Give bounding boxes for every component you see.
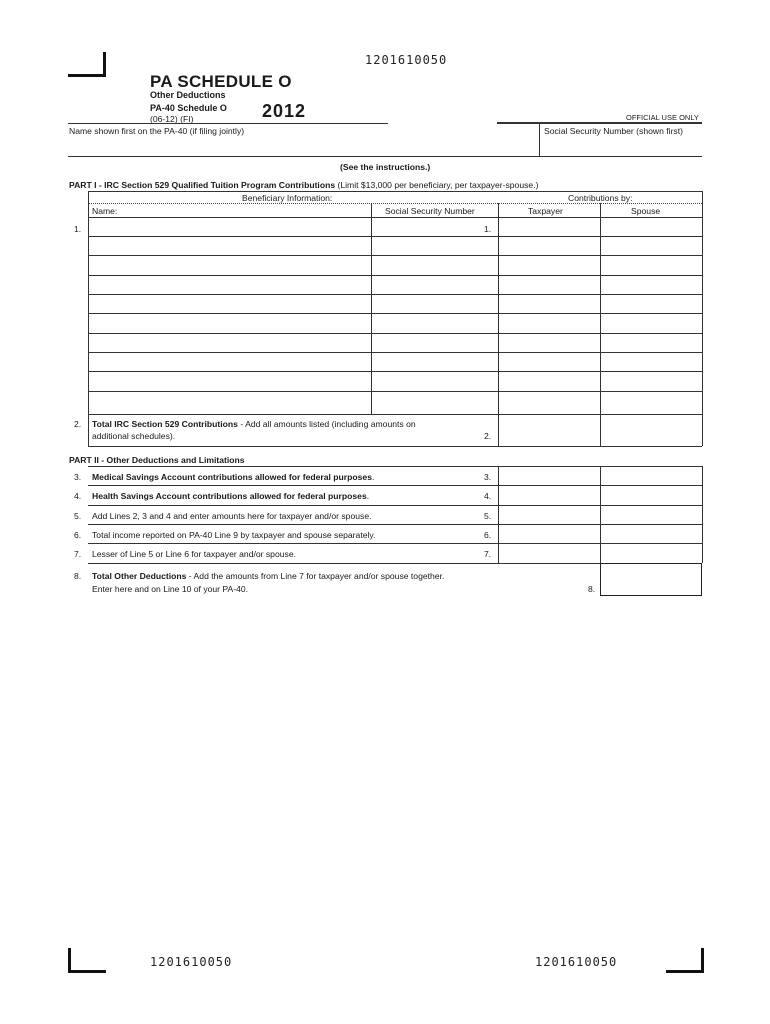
line7-spouse-input[interactable] <box>602 544 701 562</box>
beneficiary-name-input[interactable] <box>90 237 370 254</box>
beneficiary-ssn-input[interactable] <box>373 314 497 332</box>
beneficiary-ssn-input[interactable] <box>373 256 497 274</box>
line1-number: 1. <box>74 224 82 234</box>
beneficiary-name-input[interactable] <box>90 334 370 351</box>
line7-taxpayer-input[interactable] <box>500 544 599 562</box>
line8-text-rest: - Add the amounts from Line 7 for taxpayer and/or spouse together. <box>186 571 445 581</box>
line3-text <box>92 472 374 482</box>
line8-text <box>92 571 444 581</box>
part1-header-dotted-rule <box>88 203 702 204</box>
beneficiary-name-input[interactable] <box>90 256 370 274</box>
ssn-field-label: Social Security Number (shown first) <box>544 126 683 136</box>
name-field-label: Name shown first on the PA-40 (if filing jointly) <box>69 126 245 136</box>
line4-ref: 4. <box>484 491 492 501</box>
line8-total-input[interactable] <box>600 563 702 596</box>
line7-ref: 7. <box>484 549 492 559</box>
taxpayer-contribution-input[interactable] <box>500 295 599 312</box>
line5-spouse-input[interactable] <box>602 506 701 523</box>
beneficiary-name-input[interactable] <box>90 218 370 235</box>
spouse-contribution-input[interactable] <box>602 256 701 274</box>
line8-text-bold: Total Other Deductions <box>92 571 187 581</box>
spouse-contribution-input[interactable] <box>602 295 701 312</box>
name-ssn-divider <box>539 123 540 156</box>
line2-spouse-input[interactable] <box>602 415 701 445</box>
line2-ref: 2. <box>484 431 492 441</box>
line6-number: 6. <box>74 530 82 540</box>
beneficiary-ssn-input[interactable] <box>373 237 497 254</box>
corner-mark-top-left <box>68 52 106 77</box>
line4-number: 4. <box>74 491 82 501</box>
line5-ref: 5. <box>484 511 492 521</box>
part1-heading-rest: (Limit $13,000 per beneficiary, per taxpayer-spouse.) <box>335 180 539 190</box>
corner-mark-bottom-left <box>68 948 106 973</box>
line2-text <box>92 419 416 429</box>
line6-spouse-input[interactable] <box>602 525 701 542</box>
beneficiary-name-input[interactable] <box>90 276 370 293</box>
line3-ref: 3. <box>484 472 492 482</box>
taxpayer-contribution-input[interactable] <box>500 392 599 413</box>
line8-ref: 8. <box>588 584 596 594</box>
beneficiary-name-input[interactable] <box>90 295 370 312</box>
grid-left-border <box>88 191 89 446</box>
part2-right-border <box>702 466 703 563</box>
line2-taxpayer-input[interactable] <box>500 415 599 445</box>
line3-number: 3. <box>74 472 82 482</box>
beneficiary-ssn-input[interactable] <box>373 334 497 351</box>
part1-heading-bold: PART I - IRC Section 529 Qualified Tuition Program Contributions <box>69 180 336 190</box>
col-name-header: Name: <box>92 206 118 216</box>
beneficiary-name-input[interactable] <box>90 372 370 390</box>
spouse-contribution-input[interactable] <box>602 334 701 351</box>
taxpayer-contribution-input[interactable] <box>500 372 599 390</box>
taxpayer-contribution-input[interactable] <box>500 314 599 332</box>
line4-spouse-input[interactable] <box>602 486 701 504</box>
line2-text-bold: Total IRC Section 529 Contributions <box>92 419 238 429</box>
line7-number: 7. <box>74 549 82 559</box>
line8-text-cont: Enter here and on Line 10 of your PA-40. <box>92 584 249 594</box>
line5-number: 5. <box>74 511 82 521</box>
line6-text: Total income reported on PA-40 Line 9 by taxpayer and spouse separately. <box>92 530 376 540</box>
beneficiary-ssn-input[interactable] <box>373 392 497 413</box>
line3-spouse-input[interactable] <box>602 467 701 484</box>
line2-text-rest: - Add all amounts listed (including amounts on <box>237 419 416 429</box>
form-id: PA-40 Schedule O <box>150 103 227 113</box>
name-field[interactable] <box>69 136 537 155</box>
line3-text-bold: Medical Savings Account contributions allowed for federal purposes <box>92 472 372 482</box>
beneficiary-ssn-input[interactable] <box>373 372 497 390</box>
spouse-contribution-input[interactable] <box>602 276 701 293</box>
line8-number: 8. <box>74 571 82 581</box>
line2-text-cont: additional schedules). <box>92 431 176 441</box>
taxpayer-contribution-input[interactable] <box>500 276 599 293</box>
line3-taxpayer-input[interactable] <box>500 467 599 484</box>
header-rule-left <box>68 123 388 124</box>
corner-mark-bottom-right <box>666 948 704 973</box>
contributions-by-label: Contributions by: <box>568 193 633 203</box>
taxpayer-contribution-input[interactable] <box>500 218 599 235</box>
spouse-contribution-input[interactable] <box>602 353 701 370</box>
beneficiary-ssn-input[interactable] <box>373 218 478 235</box>
line2-number: 2. <box>74 419 82 429</box>
grid-name-ssn-divider <box>371 203 372 414</box>
see-instructions: (See the instructions.) <box>340 162 431 172</box>
spouse-contribution-input[interactable] <box>602 392 701 413</box>
line4-text-rest: . <box>366 491 370 501</box>
beneficiary-ssn-input[interactable] <box>373 276 497 293</box>
line6-taxpayer-input[interactable] <box>500 525 599 542</box>
beneficiary-name-input[interactable] <box>90 392 370 413</box>
col-ssn-header: Social Security Number <box>385 206 475 216</box>
beneficiary-info-label: Beneficiary Information: <box>242 193 333 203</box>
col-taxpayer-header: Taxpayer <box>528 206 563 216</box>
tax-year: 2012 <box>262 101 307 121</box>
col-spouse-header: Spouse <box>631 206 661 216</box>
part2-heading: PART II - Other Deductions and Limitations <box>69 455 245 465</box>
part1-heading <box>69 180 538 190</box>
part1-top-rule <box>88 191 702 192</box>
line5-text: Add Lines 2, 3 and 4 and enter amounts here for taxpayer and/or spouse. <box>92 511 372 521</box>
line7-text: Lesser of Line 5 or Line 6 for taxpayer and/or spouse. <box>92 549 296 559</box>
taxpayer-contribution-input[interactable] <box>500 334 599 351</box>
taxpayer-contribution-input[interactable] <box>500 353 599 370</box>
spouse-contribution-input[interactable] <box>602 218 701 235</box>
form-revision: (06-12) (FI) <box>150 114 194 124</box>
grid-taxpayer-spouse-divider <box>600 203 601 446</box>
part2-col-divider-spouse <box>600 466 601 563</box>
grid-bottom-rule <box>88 446 702 447</box>
grid-ssn-taxpayer-divider <box>498 203 499 446</box>
line1-ref: 1. <box>484 224 492 234</box>
name-row-bottom-rule <box>68 156 702 157</box>
line3-text-rest: . <box>371 472 375 482</box>
spouse-contribution-input[interactable] <box>602 314 701 332</box>
line4-text <box>92 491 369 501</box>
beneficiary-ssn-input[interactable] <box>373 353 497 370</box>
line4-text-bold: Health Savings Account contributions allowed for federal purposes <box>92 491 367 501</box>
barcode-top: 1201610050 <box>365 53 448 67</box>
taxpayer-contribution-input[interactable] <box>500 237 599 254</box>
official-use-label: OFFICIAL USE ONLY <box>626 113 699 122</box>
barcode-bottom-left: 1201610050 <box>150 955 233 969</box>
line4-taxpayer-input[interactable] <box>500 486 599 504</box>
barcode-bottom-right: 1201610050 <box>535 955 618 969</box>
line6-ref: 6. <box>484 530 492 540</box>
ssn-field[interactable] <box>541 136 701 155</box>
header-rule-right <box>497 122 702 124</box>
beneficiary-ssn-input[interactable] <box>373 295 497 312</box>
beneficiary-name-input[interactable] <box>90 314 370 332</box>
part2-col-divider-taxpayer <box>498 466 499 563</box>
form-title: PA SCHEDULE O <box>150 72 292 91</box>
form-subtitle: Other Deductions <box>150 90 226 100</box>
taxpayer-contribution-input[interactable] <box>500 256 599 274</box>
grid-right-border <box>702 191 703 446</box>
beneficiary-name-input[interactable] <box>90 353 370 370</box>
spouse-contribution-input[interactable] <box>602 237 701 254</box>
line5-taxpayer-input[interactable] <box>500 506 599 523</box>
spouse-contribution-input[interactable] <box>602 372 701 390</box>
